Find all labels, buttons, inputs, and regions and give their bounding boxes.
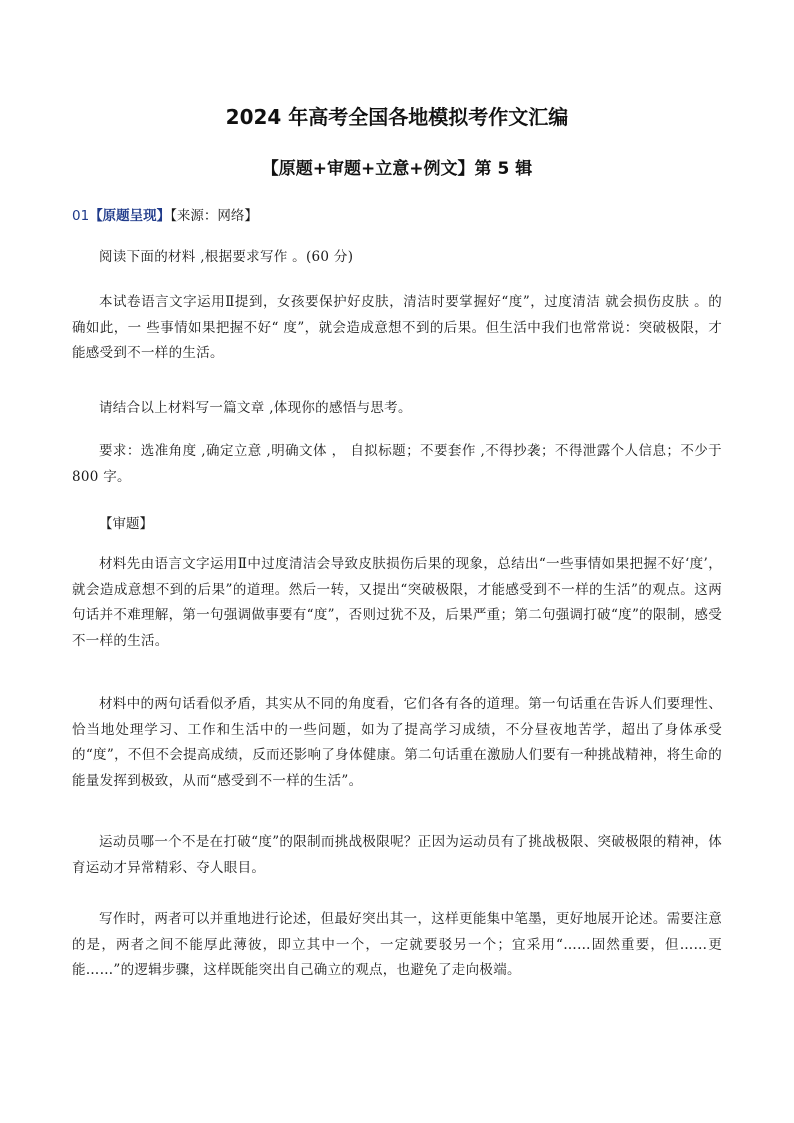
section-tag: 【原题呈现】 [89,208,171,224]
prompt-requirements: 要求：选准角度 ,确定立意 ,明确文体 ， 自拟标题；不要套作 ,不得抄袭；不得泄露个人信息；不少于 800 字。 [72,443,722,485]
section-number: 01 [72,208,90,224]
analysis-paragraph-2: 材料中的两句话看似矛盾，其实从不同的角度看，它们各有各的道理。第一句话重在告诉人们要理性、恰当地处理学习、工作和生活中的一些问题，如为了提高学习成绩，不分昼夜地苦学，超出了身体承受的“度”，不但不会提高成绩，反而还影响了身体健康。第二句话重在激励人们要有一种挑战精神，将生命的能量发挥到极致，从而“感受到不一样的生活”。 [72,696,722,789]
document-title: 2024 年高考全国各地模拟考作文汇编 [225,105,569,129]
prompt-task: 请结合以上材料写一篇文章 ,体现你的感悟与思考。 [99,400,412,416]
analysis-paragraph-4: 写作时，两者可以并重地进行论述，但最好突出其一，这样更能集中笔墨，更好地展开论述。需要注意的是，两者之间不能厚此薄彼，即立其中一个，一定就要驳另一个；宜采用“……固然重要，但……更能……”的逻辑步骤，这样既能突出自己确立的观点，也避免了走向极端。 [72,911,722,978]
analysis-paragraph-1: 材料先由语言文字运用Ⅱ中过度清洁会导致皮肤损伤后果的现象，总结出“一些事情如果把握不好‘度’，就会造成意想不到的后果”的道理。然后一转，又提出“突破极限，才能感受到不一样的生活”的观点。这两句话并不难理解，第一句强调做事要有“度”，否则过犹不及，后果严重；第二句强调打破“度”的限制，感受不一样的生活。 [72,556,722,649]
prompt-material: 本试卷语言文字运用Ⅱ提到，女孩要保护好皮肤，清洁时要掌握好“度”，过度清洁 就会损伤皮肤 。的确如此，一 些事情如果把握不好“ 度”，就会造成意想不到的后果。但生活中我们也常常说：突破极限，才能感受到不一样的生活。 [72,294,722,361]
analysis-label: 【审题】 [99,516,153,532]
document-subtitle: 【原题+审题+立意+例文】第 5 辑 [261,159,533,179]
section-header [72,205,258,227]
analysis-paragraph-3: 运动员哪一个不是在打破“度”的限制而挑战极限呢？正因为运动员有了挑战极限、突破极限的精神，体育运动才异常精彩、夺人眼目。 [72,834,722,876]
prompt-intro: 阅读下面的材料 ,根据要求写作 。(60 分) [99,249,354,265]
section-source: 【来源：网络】 [170,208,258,224]
